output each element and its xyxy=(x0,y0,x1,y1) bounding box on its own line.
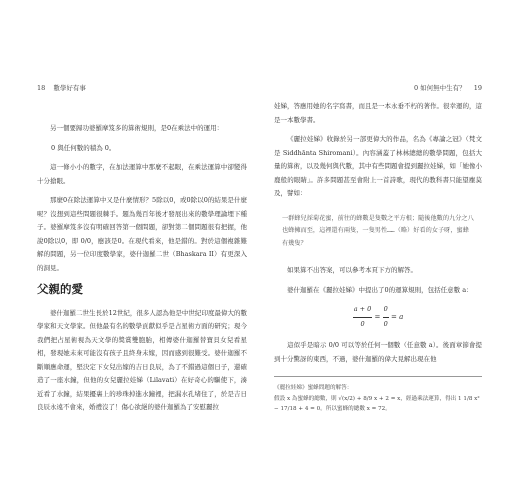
equation-result: = a xyxy=(391,313,404,321)
left-running-title: 數學好有事 xyxy=(53,84,86,92)
equation-middle-numerator: 0 xyxy=(383,303,389,318)
poem-quote: 一群蜂兒採菊花蜜，前往的蜂數是隻數之平方根；隨後他數的九分之八也蜂擁而至，這裡還有兩隻，一隻男性……（略）好看的女子呀，蜜蜂有幾隻？ xyxy=(282,214,474,247)
left-rule-line: 0 與任何數的積為 0。 xyxy=(51,143,116,152)
left-section-paragraph: 婆什迦羅二世生長於12世紀，很多人認為他是中世紀印度最偉大的數學家和天文學家。但他最有名的數學貢獻似乎是占星術方面的研究；現今我們把占星術視為天文學的獎賞雙胞胎，相傳婆什迦羅替寶貝女兒看星相，發現她未來可能沒有孩子且終身未嫁，因而感到很難受。婆什迦羅不斷順應命運，堅決定下女兒出嫁的吉日良辰，為了不錯過這個日子，還確造了一座水鐘，但他的女兒麗拉娃娣（Lilavati）在好奇心的驅使下，湊近看了水鐘，結果擾裏上的珍珠掉進水鐘裡，把漏水孔堵住了，於是吉日良辰永遠不會來，婚禮沒了！傷心欲絕的婆什迦羅為了安慰麗拉 xyxy=(37,308,247,411)
equation: $\frac{a + 0}{0}$ = $\frac{0}{0}$ = a xyxy=(274,303,482,331)
left-paragraph-3: 這一條小小的數字，在加法運算中那麼不起眼，在乘法運算中卻變得十分搶眼。 xyxy=(37,163,247,185)
section-heading: 父親的愛 xyxy=(37,282,83,296)
right-page xyxy=(260,0,520,500)
left-body xyxy=(37,122,247,421)
right-paragraph-1: 娃娣，答應用她的名字寫書，而且是一本永垂不朽的著作。很幸運的，這是一本數學書。 xyxy=(274,102,482,124)
left-paragraph-4: 那麼0在除法運算中又是什麼情形？5除以0，或0除以0的結果是什麼呢？沒想到這些問題很棘手。題為幾百年後才發展出來的數學理論埋下種子。婆羅摩笈多沒有明確回答第一個問題，卻對第二個問題很有把握，他說0除以0，即 0/0，應該是0。在現代看來，他是錯的。對於這個複雜難解的問題，另一位印度數學家，婆什迦羅二世（Bhaskara II）有更深入的洞見。 xyxy=(37,196,247,272)
solution-text: 假設 x 為蜜蜂的總數，則 √(x/2) + 8/9 x + 2 = x，經過乘法運算，得出 1 1/8 x² − 17/18 + 4 = 0。所以蜜蜂的總數 x = 72。 xyxy=(274,395,480,412)
equation-fraction xyxy=(353,303,373,331)
right-page-number: 19 xyxy=(473,84,482,92)
equation-numerator: a + 0 xyxy=(353,303,373,318)
solution-box xyxy=(274,376,482,415)
right-running-title: 0 如何無中生有？ xyxy=(413,84,466,92)
right-paragraph-5: 這似乎是暗示 0/0 可以等於任何一個數（任意數 a）。後面章節會提到十分驚訝的東西，不過，婆什迦羅的偉大見解出現在他 xyxy=(274,341,482,363)
solution-title: 《麗拉娃娣》蜜蜂問題的解答： xyxy=(274,385,353,391)
right-running-head xyxy=(414,83,482,92)
left-paragraph-1: 另一個要歸功婆羅摩笈多的算術規則，是0在乘法中的運用： xyxy=(50,124,224,132)
equation-middle-denominator: 0 xyxy=(383,319,388,328)
equation-denominator: 0 xyxy=(360,319,365,328)
right-paragraph-4: 婆什迦羅在《麗拉娃娣》中提出了0的運算規則，包括任意數 a： xyxy=(287,285,473,294)
right-paragraph-3: 如果算不出答案，可以參考本頁下方的解答。 xyxy=(287,266,417,274)
equation-middle-fraction xyxy=(383,303,389,331)
right-paragraph-2: 《麗拉娃娣》收錄於另一部更偉大的作品，名為《專論之冠》（梵文是 Siddhānta Shiromani）。內容涵蓋了林林總總的數學問題，包括大量的算術，以及幾何與代數，其中有些問題會提到麗拉娃娣，如「她像小鹿般的眼睛」。許多問題甚至會附上一首詩歌，現代的教科書只能望塵莫及，譬如： xyxy=(274,135,482,197)
left-running-head xyxy=(37,83,86,92)
right-body xyxy=(274,100,482,415)
left-page-number: 18 xyxy=(37,84,46,92)
